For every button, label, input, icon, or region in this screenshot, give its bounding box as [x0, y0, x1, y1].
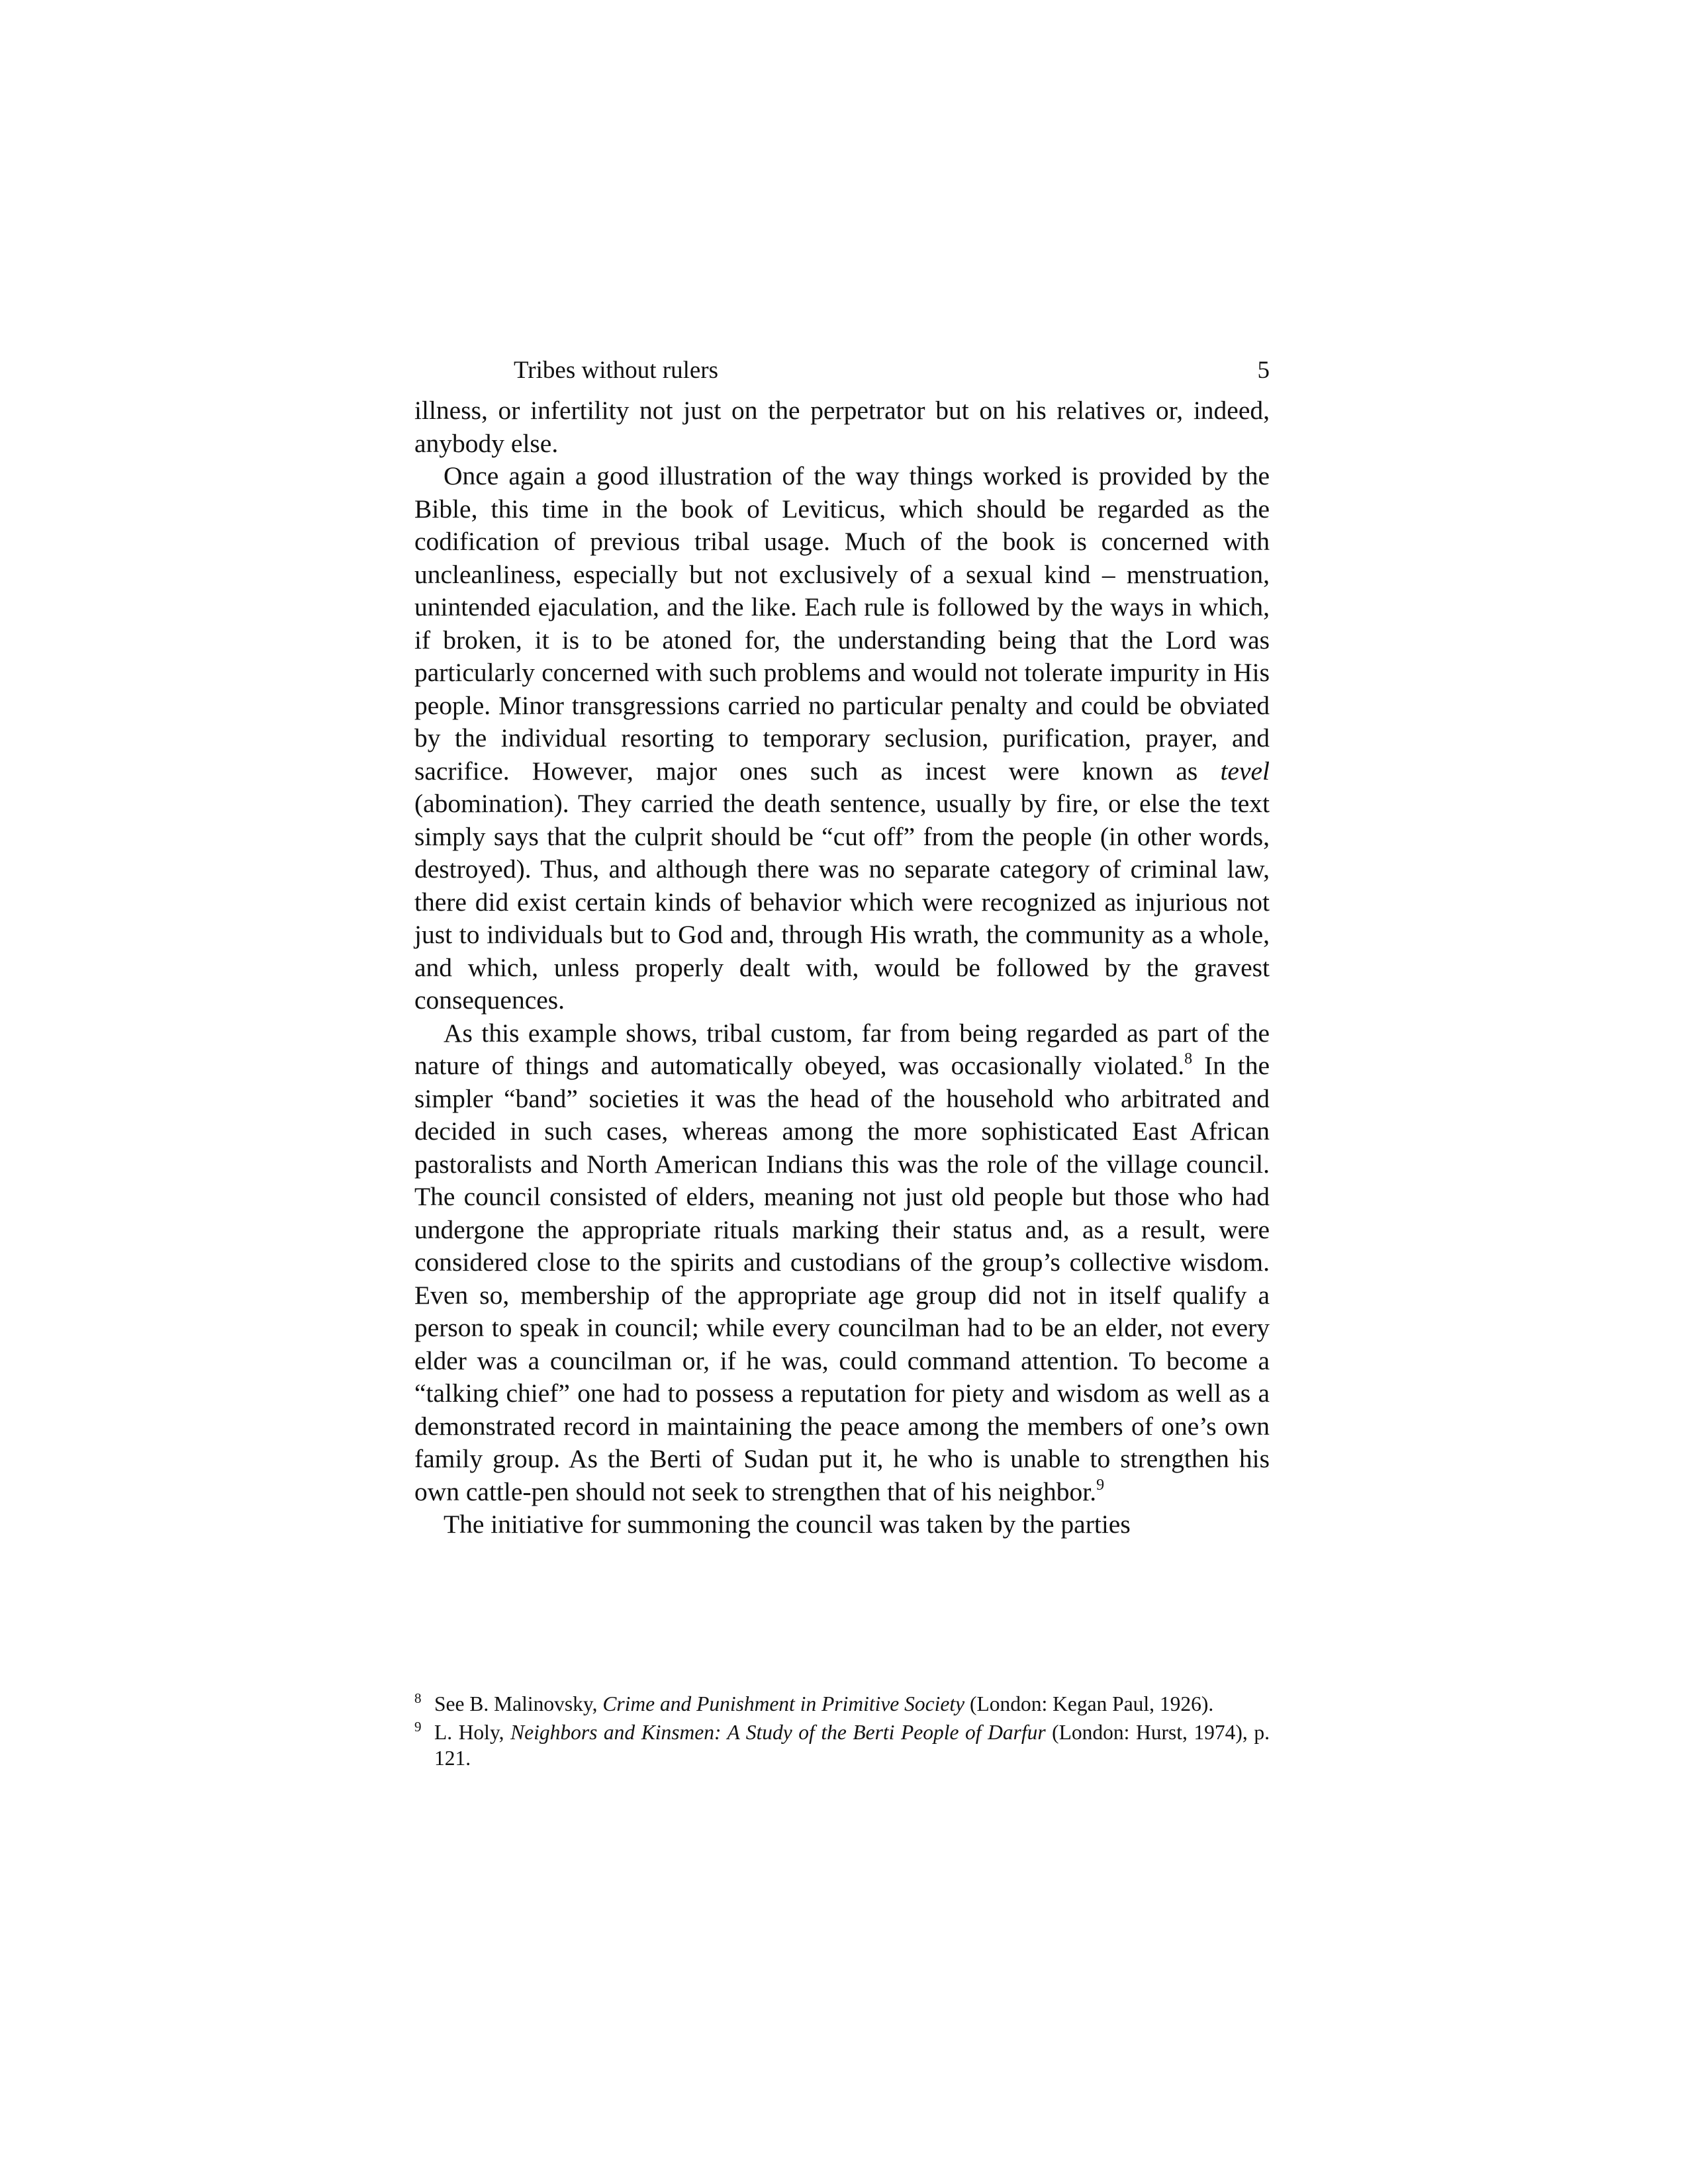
footnote: [414, 1719, 1270, 1771]
paragraph-text: In the simpler “band” societies it was the head of the household who arbitrated and decided in such cases, whereas among the more sophisticated East African pastoralists and North American Indians this was the role of the village council. The council consisted of elders, meaning not just old people but those who had undergone the appropriate rituals marking their status and, as a result, were considered close to the spirits and custodians of the group’s collective wisdom. Even so, membership of the appropriate age group did not in itself qualify a person to speak in council; while every councilman had to be an elder, not every elder was a councilman or, if he was, could command attention. To become a “talking chief” one had to possess a reputation for piety and wisdom as well as a demonstrated record in maintaining the peace among the members of one’s own family group. As the Berti of Sudan put it, he who is unable to strengthen his own cattle-pen should not seek to strengthen that of his neighbor.: [414, 1051, 1270, 1506]
footnote-text: L. Holy,: [434, 1721, 511, 1744]
footnote-mark: 9: [414, 1719, 422, 1735]
footnotes: [414, 1691, 1270, 1774]
footnote-title: Neighbors and Kinsmen: A Study of the Berti People of Darfur: [510, 1721, 1046, 1744]
paragraph-text: The initiative for summoning the council was taken by the parties: [444, 1510, 1131, 1539]
paragraph-continued: [414, 394, 1270, 460]
footnote-text: (London: Hurst, 1974), p. 121.: [434, 1721, 1270, 1770]
paragraph-text: Once again a good illustration of the way things worked is provided by the Bible, this time in the book of Leviticus, which should be regarded as the codification of previous tribal usage. Much of the book is concerned with uncleanliness, especially but not exclusively of a sexual kind – menstruation, unintended ejaculation, and the like. Each rule is followed by the ways in which, if broken, it is to be atoned for, the understanding being that the Lord was particularly concerned with such problems and would not tolerate impurity in His people. Minor transgressions carried no particular penalty and could be obviated by the individual resorting to temporary seclusion, purification, prayer, and sacrifice. However, major ones such as incest were known as: [414, 461, 1270, 786]
footnote-ref[interactable]: 8: [1184, 1050, 1193, 1068]
footnote: [414, 1691, 1270, 1717]
footnote-ref[interactable]: 9: [1096, 1476, 1105, 1494]
paragraph-text: As this example shows, tribal custom, far from being regarded as part of the nature of things and automatically obeyed, was occasionally violated.: [414, 1018, 1270, 1080]
footnote-text: See B. Malinovsky,: [434, 1692, 603, 1715]
body-text: [414, 394, 1270, 1541]
footnote-title: Crime and Punishment in Primitive Society: [602, 1692, 965, 1715]
footnote-text: (London: Kegan Paul, 1926).: [964, 1692, 1214, 1715]
footnote-mark: 8: [414, 1690, 422, 1706]
paragraph-initiative: [414, 1508, 1270, 1541]
paragraph-council: [414, 1017, 1270, 1509]
page-number: 5: [1257, 357, 1270, 384]
running-head: [414, 351, 1270, 390]
paragraph-text: illness, or infertility not just on the perpetrator but on his relatives or, indeed, anybody else.: [414, 396, 1270, 458]
italic-term: tevel: [1220, 756, 1270, 786]
paragraph-leviticus: [414, 460, 1270, 1017]
running-head-title: Tribes without rulers: [514, 357, 719, 384]
paragraph-text: (abomination). They carried the death sentence, usually by fire, or else the text simply says that the culprit should be “cut off” from the people (in other words, destroyed). Thus, and although there was no separate category of criminal law, there did exist certain kinds of behavior which were recognized as injurious not just to individuals but to God and, through His wrath, the community as a whole, and which, unless properly dealt with, would be followed by the gravest consequences.: [414, 789, 1270, 1015]
